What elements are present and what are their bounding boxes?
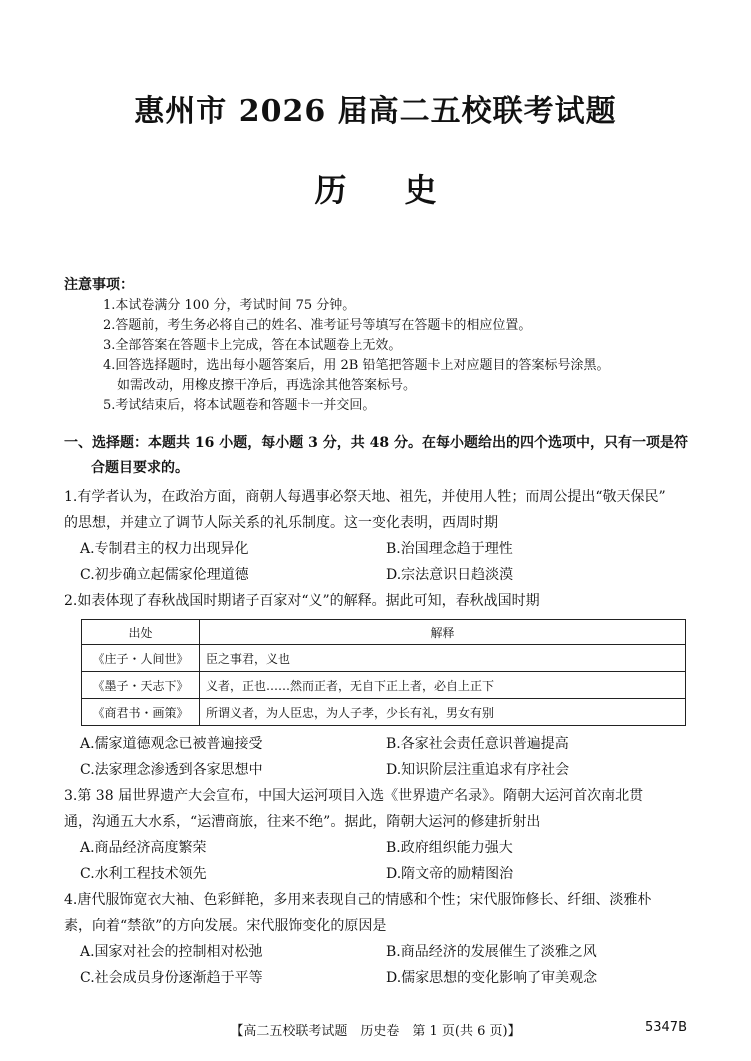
table-row (82, 672, 686, 699)
paper-code: 5347B (644, 1020, 687, 1035)
question-1 (64, 484, 690, 536)
subject-title: 历史 (314, 171, 495, 209)
option-b: B.商品经济的发展催生了淡雅之风 (386, 944, 597, 960)
question-stem: 4.唐代服饰宽衣大袖、色彩鲜艳，多用来表现自己的情感和个性；宋代服饰修长、纤细、淡雅朴 (64, 892, 652, 908)
option-c: C.初步确立起儒家伦理道德 (80, 567, 249, 583)
source-table (81, 619, 686, 726)
table-row (82, 645, 686, 672)
table-row (82, 699, 686, 726)
notice-heading: 注意事项： (64, 277, 134, 293)
table-cell: 义者，正也……然而正者，无自下正上者，必自上正下 (200, 672, 686, 699)
question-3 (64, 783, 690, 835)
notice-item-continuation: 如需改动，用橡皮擦干净后，再选涂其他答案标号。 (117, 378, 417, 393)
question-4 (64, 887, 690, 939)
notice-item: 4.回答选择题时，选出每小题答案后，用 2B 铅笔把答题卡上对应题目的答案标号涂黑。 (103, 358, 610, 373)
question-1-options (80, 536, 690, 588)
table-header: 解释 (200, 620, 686, 645)
question-3-options (80, 835, 690, 887)
option-d: D.知识阶层注重追求有序社会 (386, 762, 570, 778)
table-header-row (82, 620, 686, 645)
table-cell: 臣之事君，义也 (200, 645, 686, 672)
question-4-options (80, 939, 690, 991)
section-heading (64, 431, 694, 481)
notice-item: 1.本试卷满分 100 分，考试时间 75 分钟。 (103, 298, 356, 313)
option-b: B.治国理念趋于理性 (386, 541, 513, 557)
question-2 (64, 588, 690, 614)
section-heading-line: 一、选择题：本题共 16 小题，每小题 3 分，共 48 分。在每小题给出的四个选项中，只有一项是符 (64, 435, 688, 451)
option-a: A.商品经济高度繁荣 (80, 840, 207, 856)
option-c: C.社会成员身份逐渐趋于平等 (80, 970, 263, 986)
question-stem: 2.如表体现了春秋战国时期诸子百家对“义”的解释。据此可知，春秋战国时期 (64, 593, 540, 609)
question-stem: 素，向着“禁欲”的方向发展。宋代服饰变化的原因是 (64, 918, 387, 934)
table-header: 出处 (82, 620, 200, 645)
question-stem: 1.有学者认为，在政治方面，商朝人每遇事必祭天地、祖先，并使用人牲；而周公提出“敬天保民” (64, 489, 666, 505)
page-footer: 【高二五校联考试题 历史卷 第 1 页(共 6 页)】 (230, 1024, 521, 1039)
option-d: D.隋文帝的励精图治 (386, 866, 514, 882)
table-cell: 《商君书・画策》 (82, 699, 200, 726)
option-c: C.水利工程技术领先 (80, 866, 207, 882)
table-cell: 所谓义者，为人臣忠，为人子孝，少长有礼，男女有别 (200, 699, 686, 726)
question-stem: 通，沟通五大水系，“运漕商旅，往来不绝”。据此，隋朝大运河的修建折射出 (64, 814, 541, 830)
table-cell: 《庄子・人间世》 (82, 645, 200, 672)
option-b: B.政府组织能力强大 (386, 840, 513, 856)
option-d: D.儒家思想的变化影响了审美观念 (386, 970, 598, 986)
option-a: A.儒家道德观念已被普遍接受 (80, 736, 263, 752)
notice-item: 5.考试结束后，将本试题卷和答题卡一并交回。 (103, 398, 376, 413)
question-stem: 的思想，并建立了调节人际关系的礼乐制度。这一变化表明，西周时期 (64, 515, 498, 531)
option-a: A.国家对社会的控制相对松弛 (80, 944, 263, 960)
question-2-options (80, 731, 690, 783)
notice-item: 2.答题前，考生务必将自己的姓名、准考证号等填写在答题卡的相应位置。 (103, 318, 532, 333)
option-a: A.专制君主的权力出现异化 (80, 541, 249, 557)
exam-title: 惠州市 2026 届高二五校联考试题 (134, 94, 617, 129)
option-d: D.宗法意识日趋淡漠 (386, 567, 514, 583)
option-c: C.法家理念渗透到各家思想中 (80, 762, 263, 778)
section-heading-line: 合题目要求的。 (91, 460, 189, 476)
table-cell: 《墨子・天志下》 (82, 672, 200, 699)
notice-list (103, 296, 610, 416)
option-b: B.各家社会责任意识普遍提高 (386, 736, 569, 752)
question-stem: 3.第 38 届世界遗产大会宣布，中国大运河项目入选《世界遗产名录》。隋朝大运河首次南北贯 (64, 788, 644, 804)
notice-item: 3.全部答案在答题卡上完成，答在本试题卷上无效。 (103, 338, 402, 353)
